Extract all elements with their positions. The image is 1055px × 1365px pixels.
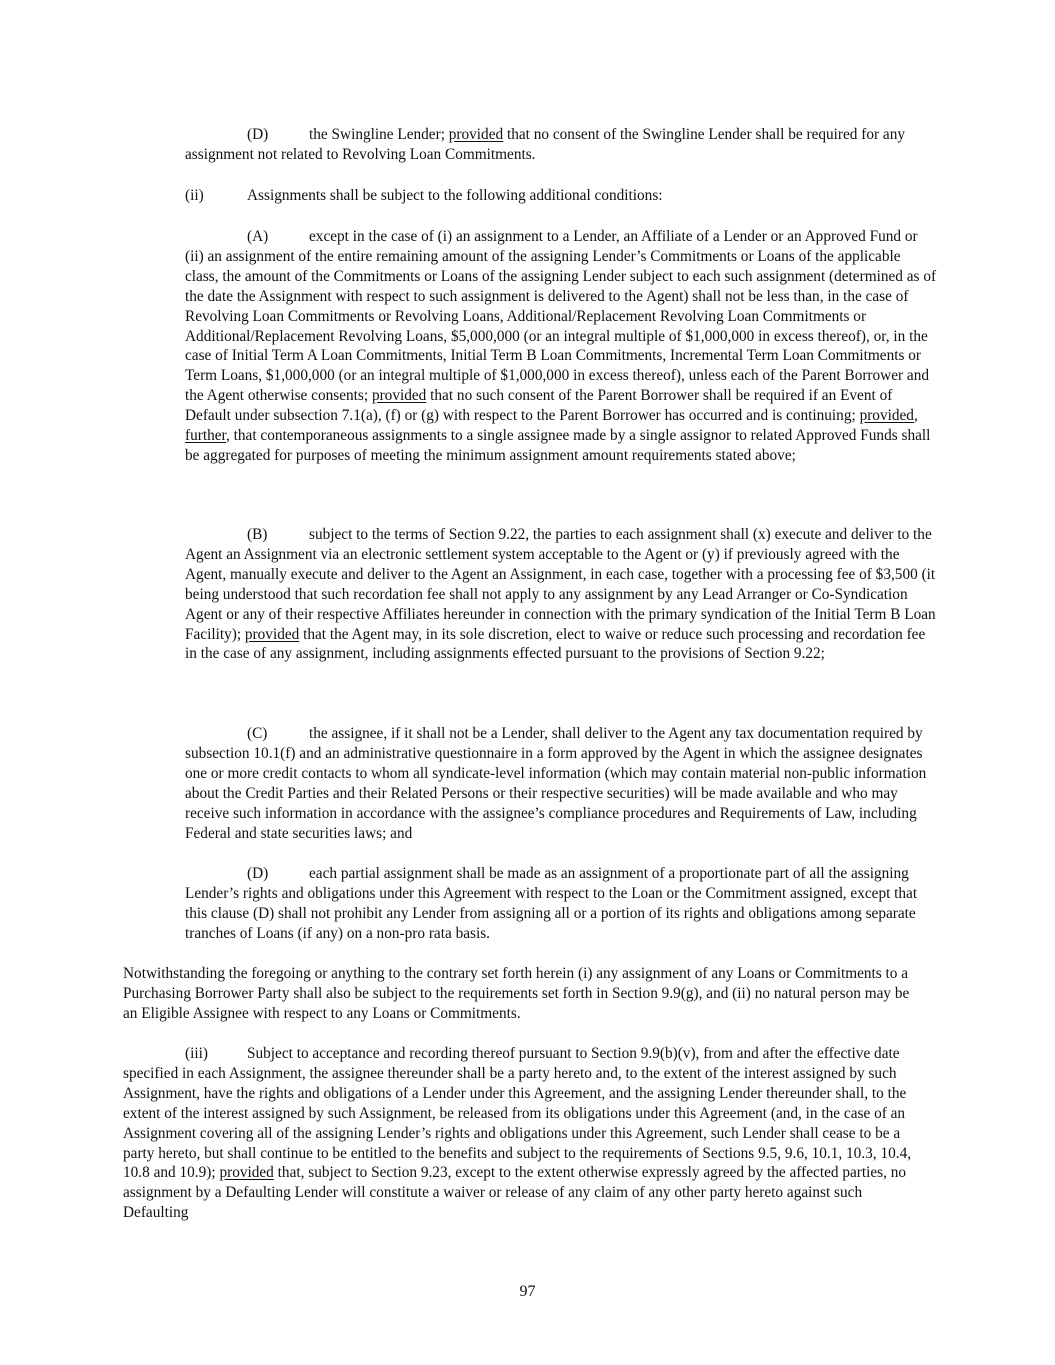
clause-b: (B) subject to the terms of Section 9.22, the parties to each assignment shall (x) execute and deliver to the Agent an Assignment via an electronic settlement system acceptable to the Agent or (y) if previously agreed with the Agent, manually execute and deliver to the Agent an Assignment, in each case, together with a processing fee of $3,500 (it being understood that such recordation fee shall not apply to any assignment by any Lead Arranger or Co-Syndication Agent or any of their respective Affiliates hereunder in connection with the primary syndication of the Initial Term B Loan Facility); provided that the Agent may, in its sole discretion, elect to waive or reduce such processing and recordation fee in the case of any assignment, including assignments effected pursuant to the provisions of Section 9.22; [185,526,936,663]
clause-label: (C) [247,725,268,742]
provided-term: provided [244,625,300,643]
clause-d-partial: (D) each partial assignment shall be made as an assignment of a proportionate part of all the assigning Lender’s rights and obligations under this Agreement with respect to the Loan or the Commitment assigned, except that this clause (D) shall not prohibit any Lender from assigning all or a portion of its rights and obligations among separate tranches of Loans (if any) on a non-pro rata basis. [185,865,918,942]
provided-term: provided [859,407,914,425]
provided-term: provided [371,387,427,405]
notwithstanding-paragraph: Notwithstanding the foregoing or anything to the contrary set forth herein (i) any assignment of any Loans or Commitments to a Purchasing Borrower Party shall also be subject to the requirements set forth in Section 9.9(g), and (ii) no natural person may be an Eligible Assignee with respect to any Loans or Commitments. [123,965,910,1022]
further-term: further [185,427,227,445]
provided-term: provided [448,126,504,143]
clause-a: (A) except in the case of (i) an assignment to a Lender, an Affiliate of a Lender or an Approved Fund or (ii) an assignment of the entire remaining amount of the assigning Lender’s Commitments or Loans of the applicable class, the amount of the Commitments or Loans of the assigning Lender subject to each such assignment (determined as of the date the Assignment with respect to such assignment is delivered to the Agent) shall not be less than, in the case of Revolving Loan Commitments or Revolving Loans, Additional/Replacement Revolving Loan Commitments or Additional/Replacement Revolving Loans, $5,000,000 (or an integral multiple of $1,000,000 in excess thereof), or, in the case of Initial Term A Loan Commitments, Initial Term B Loan Commitments, Incremental Term Loan Commitments or Term Loans, $1,000,000 (or an integral multiple of $1,000,000 in excess thereof), unless each of the Parent Borrower and the Agent otherwise consents; provided that no such consent of the Parent Borrower shall be required if an Event of Default under subsection 7.1(a), (f) or (g) with respect to the Parent Borrower has occurred and is continuing; provided, further, that contemporaneous assignments to a single assignee made by a single assignor to related Approved Funds shall be aggregated for purposes of meeting the minimum assignment amount requirements stated above; [185,228,937,464]
clause-ii: (ii) Assignments shall be subject to the following additional conditions: [185,187,663,204]
clause-d-swingline: (D) the Swingline Lender; provided that no consent of the Swingline Lender shall be required for any assignment not related to Revolving Loan Commitments. [185,126,906,163]
page-number: 97 [519,1283,536,1300]
provided-term: provided [219,1164,274,1182]
clause-label: (B) [247,526,268,543]
clause-label: (ii) [185,187,204,204]
clause-label: (D) [247,126,269,143]
clause-c: (C) the assignee, if it shall not be a Lender, shall deliver to the Agent any tax documentation required by subsection 10.1(f) and an administrative questionnaire in a form approved by the Agent in which the assignee designates one or more credit contacts to whom all syndicate-level information (which may contain material non-public information about the Credit Parties and their Related Persons or their respective securities) will be made available and who may receive such information in accordance with the assignee’s compliance procedures and Requirements of Law, including Federal and state securities laws; and [185,725,927,842]
clause-label: (iii) [185,1045,208,1062]
clause-label: (D) [247,865,269,882]
clause-iii: (iii) Subject to acceptance and recording thereof pursuant to Section 9.9(b)(v), from and after the effective date specified in each Assignment, the assignee thereunder shall be a party hereto and, to the extent of the interest assigned by such Assignment, have the rights and obligations of a Lender under this Agreement, and the assigning Lender thereunder shall, to the extent of the interest assigned by such Assignment, be released from its obligations under this Agreement (and, in the case of an Assignment covering all of the assigning Lender’s rights and obligations under this Agreement, such Lender shall cease to be a party hereto, but shall continue to be entitled to the benefits and subject to the requirements of Sections 9.5, 9.6, 10.1, 10.3, 10.4, 10.8 and 10.9); provided that, subject to Section 9.23, except to the extent otherwise expressly agreed by the affected parties, no assignment by a Defaulting Lender will constitute a waiver or release of any claim of any other party hereto against such Defaulting [123,1045,912,1222]
clause-label: (A) [247,228,269,245]
